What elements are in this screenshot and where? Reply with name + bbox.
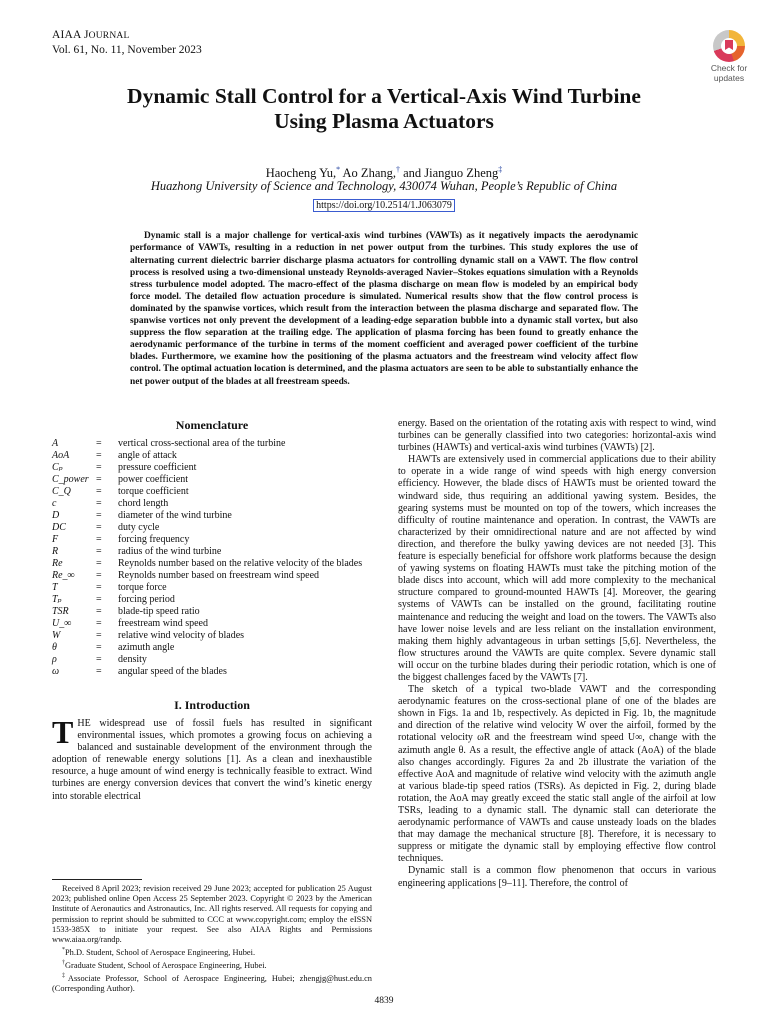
nomenclature-equals: = xyxy=(96,522,102,533)
nomenclature-equals: = xyxy=(96,630,102,641)
doi-row xyxy=(60,200,708,212)
nomenclature-equals: = xyxy=(96,546,102,557)
nomenclature-symbol: Re xyxy=(52,558,63,569)
nomenclature-equals: = xyxy=(96,534,102,545)
nomenclature-equals: = xyxy=(96,498,102,509)
nomenclature-symbol: DC xyxy=(52,522,66,533)
nomenclature-definition: forcing period xyxy=(118,594,175,605)
nomenclature-equals: = xyxy=(96,462,102,473)
author-2-footnote-link[interactable]: † xyxy=(396,165,400,174)
nomenclature-definition: duty cycle xyxy=(118,522,160,533)
footnotes xyxy=(52,865,372,994)
nomenclature-equals: = xyxy=(96,450,102,461)
nomenclature-entry xyxy=(52,570,372,582)
nomenclature-symbol: Re_∞ xyxy=(52,570,75,581)
nomenclature-definition: torque force xyxy=(118,582,167,593)
nomenclature-symbol: D xyxy=(52,510,60,521)
nomenclature-symbol: F xyxy=(52,534,59,545)
right-column xyxy=(398,418,716,890)
nomenclature-definition: Reynolds number based on the relative velocity of the blades xyxy=(118,558,363,569)
nomenclature-equals: = xyxy=(96,654,102,665)
doi-link[interactable]: https://doi.org/10.2514/1.J063079 xyxy=(313,199,455,212)
check-for-updates-badge[interactable] xyxy=(703,30,755,83)
footnote-2: †Graduate Student, School of Aerospace Engineering, Hubei. xyxy=(62,960,267,971)
nomenclature-symbol: C_Q xyxy=(52,486,71,497)
nomenclature-definition: vertical cross-sectional area of the turbine xyxy=(118,438,286,449)
nomenclature-entry xyxy=(52,630,372,642)
nomenclature-equals: = xyxy=(96,570,102,581)
nomenclature-definition: diameter of the wind turbine xyxy=(118,510,232,521)
nomenclature-heading: Nomenclature xyxy=(175,418,249,432)
nomenclature-definition: Reynolds number based on freestream wind speed xyxy=(118,570,320,581)
nomenclature-entry xyxy=(52,642,372,654)
nomenclature-entry xyxy=(52,486,372,498)
nomenclature-definition: azimuth angle xyxy=(118,642,175,653)
nomenclature-symbol: U_∞ xyxy=(52,618,72,629)
nomenclature-symbol: θ xyxy=(52,642,57,653)
introduction-heading: I. Introduction xyxy=(174,698,250,712)
nomenclature-entry xyxy=(52,558,372,570)
author-1: Haocheng Yu, xyxy=(265,166,337,181)
nomenclature-equals: = xyxy=(96,642,102,653)
nomenclature-symbol: Cₚ xyxy=(52,462,63,473)
crossmark-icon xyxy=(713,30,745,62)
nomenclature-symbol: ω xyxy=(52,666,60,677)
nomenclature-symbol: W xyxy=(52,630,61,641)
journal-header xyxy=(52,28,202,57)
footnote-3: ‡Associate Professor, School of Aerospace Engineering, Hubei; zhengjg@hust.edu.cn (Corresponding Author). xyxy=(52,973,372,994)
title-line-2: Using Plasma Actuators xyxy=(274,109,494,133)
nomenclature-symbol: ρ xyxy=(52,654,57,665)
nomenclature-equals: = xyxy=(96,474,102,485)
nomenclature-definition: relative wind velocity of blades xyxy=(118,630,245,641)
right-paragraph-3: The sketch of a typical two-blade VAWT and the corresponding aerodynamic features on the cross-sectional plane of one of the blades are shown in Figs. 1a and 1b, respectively. As depicted in Fig. 1b, the magnitude and direction of the relative wind velocity W over the airfoil, formed by the rotational velocity ωR and the freestream wind speed U∞, change with the azimuth angle θ. As a result, the effective angle of attack (AoA) of the blade also changes accordingly. Figures 2a and 2b illustrate the variation of the effective AoA and magnitude of relative wind velocity with the azimuth angle at various blade-tip speed ratios (TSRs). As depicted in Fig. 2, during blade rotation, the AoA may greatly exceed the static stall angle of the airfoil at low TSRs, leading to a dynamic stall. The dynamic stall can deteriorate the aerodynamic performance of VAWTs and cause unsteady loads on the blades that may damage the mechanical structure [8]. Therefore, it is necessary to suppress or mitigate the dynamic stall by employing effective flow control techniques. xyxy=(398,684,716,865)
page-number: 4839 xyxy=(374,996,394,1006)
nomenclature-equals: = xyxy=(96,618,102,629)
abstract: Dynamic stall is a major challenge for vertical-axis wind turbines (VAWTs) as it negatively impacts the aerodynamic performance of VAWTs, resulting in a reduction in net power output from the turbines. This study explores the use of alternating current dielectric barrier discharge plasma actuators for controlling dynamic stall on a VAWT. The flow control process is resolved using a two-dimensional unsteady Reynolds-averaged Navier–Stokes equations simulation with a Reynolds stress turbulence model adopted. The macro-effect of the plasma discharge on mean flow is modeled by an empirical body force model. The detailed flow actuation procedure is simulated. Numerical results show that the flow control process is dominated by the spanwise vortices, which result from the interaction between the plasma discharge and separated flow. The spanwise vortices not only prevent the development of a leading-edge separation bubble into a dynamic stall vortex, but also suppress the flow separation at the trailing edge. The application of plasma forcing has been found to greatly enhance the aerodynamic performance of the turbine in terms of the moment coefficient and averaged power coefficient of the turbine blades. Furthermore, we examine how the positioning of the plasma actuators and the freestream wind velocity affect flow control. The optimal actuation location is determined, and the plasma actuators are seen to be able to substantially enhance the net power output of the blades at all freestream speeds. xyxy=(130,231,638,387)
nomenclature-definition: radius of the wind turbine xyxy=(118,546,222,557)
author-3: and Jianguo Zheng xyxy=(400,166,499,181)
nomenclature-definition: angular speed of the blades xyxy=(118,666,227,677)
nomenclature-entry xyxy=(52,606,372,618)
nomenclature-entry xyxy=(52,666,372,678)
badge-label-line2: updates xyxy=(713,72,745,83)
nomenclature-definition: density xyxy=(118,654,147,665)
author-3-footnote-link[interactable]: ‡ xyxy=(498,165,503,174)
nomenclature-equals: = xyxy=(96,558,102,569)
nomenclature-equals: = xyxy=(96,510,102,521)
nomenclature-definition: torque coefficient xyxy=(118,486,189,497)
left-column xyxy=(52,418,372,803)
footnote-divider xyxy=(52,879,142,880)
nomenclature-entry xyxy=(52,618,372,630)
right-paragraph-1: energy. Based on the orientation of the rotating axis with respect to wind, wind turbines can be generally classified into two categories: horizontal-axis wind turbines (HAWTs) and vertical-axis wind turbines (VAWTs) [2]. xyxy=(398,418,716,454)
nomenclature-symbol: R xyxy=(52,546,59,557)
nomenclature-list xyxy=(52,438,372,678)
nomenclature-definition: forcing frequency xyxy=(118,534,190,545)
nomenclature-entry xyxy=(52,462,372,474)
nomenclature-definition: angle of attack xyxy=(118,450,177,461)
nomenclature-definition: pressure coefficient xyxy=(118,462,197,473)
nomenclature-symbol: T xyxy=(52,582,58,593)
right-paragraph-4: Dynamic stall is a common flow phenomenon that occurs in various engineering applications [9–11]. Therefore, the control of xyxy=(398,865,716,889)
footnote-received: Received 8 April 2023; revision received 29 June 2023; accepted for publication 25 August 2023; published online Open Access 25 September 2023. Copyright © 2023 by the American Institute of Aeronautics and Astronautics, Inc. All rights reserved. All requests for copying and permission to reprint should be submitted to CCC at www.copyright.com; employ the eISSN 1533-385X to initiate your request. See also AIAA Rights and Permissions www.aiaa.org/randp. xyxy=(52,884,372,945)
nomenclature-entry xyxy=(52,582,372,594)
nomenclature-symbol: C_power xyxy=(52,474,89,485)
nomenclature-symbol: TSR xyxy=(52,606,69,617)
nomenclature-entry xyxy=(52,534,372,546)
nomenclature-entry xyxy=(52,510,372,522)
nomenclature-equals: = xyxy=(96,606,102,617)
nomenclature-entry xyxy=(52,438,372,450)
nomenclature-definition: power coefficient xyxy=(118,474,189,485)
paper-title xyxy=(60,84,708,134)
nomenclature-equals: = xyxy=(96,666,102,677)
drop-cap: T xyxy=(52,714,74,750)
nomenclature-equals: = xyxy=(96,594,102,605)
nomenclature-entry xyxy=(52,474,372,486)
nomenclature-equals: = xyxy=(96,486,102,497)
nomenclature-entry xyxy=(52,498,372,510)
nomenclature-entry xyxy=(52,450,372,462)
nomenclature-equals: = xyxy=(96,438,102,449)
journal-volume: Vol. 61, No. 11, November 2023 xyxy=(52,44,202,56)
nomenclature-definition: blade-tip speed ratio xyxy=(118,606,200,617)
badge-label-line1: Check for xyxy=(710,63,748,73)
nomenclature-entry xyxy=(52,654,372,666)
author-2: Ao Zhang, xyxy=(340,166,396,181)
title-line-1: Dynamic Stall Control for a Vertical-Axis Wind Turbine xyxy=(127,84,641,108)
right-paragraph-2: HAWTs are extensively used in commercial applications due to their ability to operate in a wide range of wind speeds with high energy conversion efficiency. However, the blade discs of HAWTs must be oriented toward the windward side, thus requiring an additional yawing system. Besides, the gearing systems must be mounted on top of the towers, which increases the difficulty of routine maintenance and operation. In contrast, the VAWTs are characterized by their omnidirectional nature and are not affected by wind direction, and therefore the bulky yawing devices are not needed [3]. This feature is especially beneficial for offshore work platforms because the design of yawing systems on floating HAWTs must take the pitching motion of the blade discs into account, which will add more complexity to the mechanical structure compared to ground-mounted HAWTs [4]. Moreover, the gearing systems of VAWTs can be installed on the ground, facilitating routine maintenance and reducing the weight and load on the towers. The VAWTs also have lower noise levels and are less reliant on the installation environment, making them highly advantageous in urban settings [5,6]. Nevertheless, the flow structures around the VAWTs are quite complex. Severe dynamic stall will occur on the turbine blades during their periodic rotation, which is one of the biggest challenges faced by the VAWTs [7]. xyxy=(398,454,716,683)
intro-paragraph-text: HE widespread use of fossil fuels has resulted in significant environmental issues, which promotes a growing focus on achieving a balanced and sustainable development of the environment through the adoption of renewable energy solutions [1]. As a clean and inexhaustible resource, a huge amount of wind energy is technically feasible to extract. Wind turbines are energy conversion devices that convert the wind’s kinetic energy into storable electrical xyxy=(52,718,372,802)
intro-paragraph xyxy=(52,714,372,803)
nomenclature-entry xyxy=(52,522,372,534)
nomenclature-equals: = xyxy=(96,582,102,593)
affiliation: Huazhong University of Science and Technology, 430074 Wuhan, People’s Republic of China xyxy=(150,179,618,193)
nomenclature-definition: freestream wind speed xyxy=(118,618,208,629)
journal-name: AIAA JOURNAL xyxy=(52,29,130,41)
nomenclature-symbol: c xyxy=(52,498,57,509)
nomenclature-entry xyxy=(52,546,372,558)
author-1-footnote-link[interactable]: * xyxy=(336,165,341,174)
nomenclature-symbol: Tₚ xyxy=(52,594,62,605)
nomenclature-symbol: A xyxy=(52,438,59,449)
nomenclature-entry xyxy=(52,594,372,606)
footnote-1: *Ph.D. Student, School of Aerospace Engineering, Hubei. xyxy=(62,947,256,958)
nomenclature-definition: chord length xyxy=(118,498,169,509)
nomenclature-symbol: AoA xyxy=(52,450,70,461)
